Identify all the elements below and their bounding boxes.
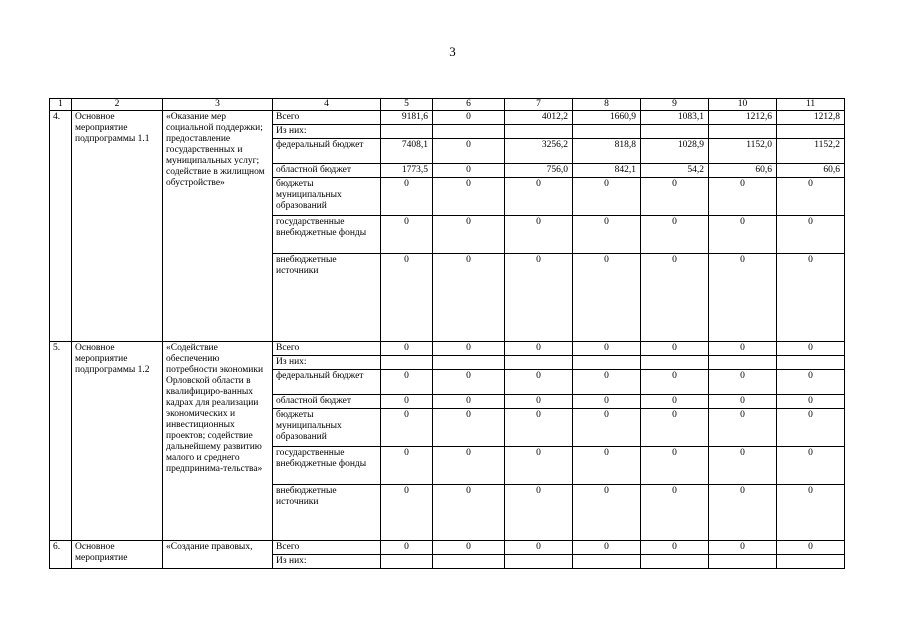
value-cell xyxy=(505,555,573,569)
value-cell: 0 xyxy=(505,541,573,555)
header-cell: 4 xyxy=(273,99,381,111)
value-cell xyxy=(641,555,709,569)
value-cell: 0 xyxy=(573,254,641,342)
value-cell: 0 xyxy=(709,342,777,356)
funding-source: внебюджетные источники xyxy=(273,254,381,342)
value-cell: 1152,0 xyxy=(709,139,777,164)
value-cell: 0 xyxy=(709,447,777,485)
value-cell: 0 xyxy=(433,164,505,178)
funding-source: государственные внебюджетные фонды xyxy=(273,447,381,485)
value-cell xyxy=(505,356,573,370)
value-cell: 0 xyxy=(641,485,709,541)
value-cell: 0 xyxy=(573,178,641,216)
value-cell: 0 xyxy=(777,409,845,447)
header-cell: 5 xyxy=(381,99,433,111)
value-cell: 756,0 xyxy=(505,164,573,178)
value-cell: 0 xyxy=(709,254,777,342)
header-cell: 3 xyxy=(163,99,273,111)
value-cell: 0 xyxy=(641,395,709,409)
value-cell: 54,2 xyxy=(641,164,709,178)
value-cell xyxy=(777,555,845,569)
value-cell: 0 xyxy=(433,370,505,395)
value-cell: 0 xyxy=(709,409,777,447)
value-cell: 0 xyxy=(433,485,505,541)
value-cell: 7408,1 xyxy=(381,139,433,164)
funding-source: федеральный бюджет xyxy=(273,139,381,164)
value-cell: 1028,9 xyxy=(641,139,709,164)
value-cell: 0 xyxy=(505,370,573,395)
value-cell: 0 xyxy=(709,485,777,541)
value-cell: 0 xyxy=(381,370,433,395)
value-cell: 0 xyxy=(573,370,641,395)
table-row xyxy=(50,111,845,125)
value-cell xyxy=(641,125,709,139)
value-cell: 0 xyxy=(641,409,709,447)
value-cell xyxy=(573,555,641,569)
value-cell xyxy=(709,356,777,370)
value-cell: 60,6 xyxy=(777,164,845,178)
value-cell: 0 xyxy=(573,395,641,409)
value-cell: 0 xyxy=(381,395,433,409)
value-cell: 0 xyxy=(777,395,845,409)
value-cell: 0 xyxy=(505,178,573,216)
value-cell: 0 xyxy=(505,342,573,356)
value-cell: 4012,2 xyxy=(505,111,573,125)
value-cell: 0 xyxy=(381,342,433,356)
value-cell: 818,8 xyxy=(573,139,641,164)
header-cell: 6 xyxy=(433,99,505,111)
value-cell: 0 xyxy=(641,216,709,254)
value-cell: 0 xyxy=(709,178,777,216)
value-cell: 0 xyxy=(641,370,709,395)
funding-source: Всего xyxy=(273,342,381,356)
funding-source: федеральный бюджет xyxy=(273,370,381,395)
row-number: 6. xyxy=(50,541,72,569)
value-cell: 1773,5 xyxy=(381,164,433,178)
value-cell: 0 xyxy=(433,178,505,216)
value-cell: 0 xyxy=(777,485,845,541)
value-cell: 0 xyxy=(641,447,709,485)
value-cell: 842,1 xyxy=(573,164,641,178)
value-cell: 0 xyxy=(709,216,777,254)
header-cell: 9 xyxy=(641,99,709,111)
value-cell xyxy=(381,356,433,370)
value-cell: 60,6 xyxy=(709,164,777,178)
funding-source: Из них: xyxy=(273,356,381,370)
funding-source: государственные внебюджетные фонды xyxy=(273,216,381,254)
value-cell: 1212,8 xyxy=(777,111,845,125)
value-cell: 0 xyxy=(777,254,845,342)
funding-source: Из них: xyxy=(273,555,381,569)
value-cell xyxy=(709,125,777,139)
value-cell: 0 xyxy=(573,216,641,254)
value-cell: 0 xyxy=(573,342,641,356)
value-cell: 0 xyxy=(641,178,709,216)
value-cell: 0 xyxy=(777,216,845,254)
value-cell xyxy=(433,356,505,370)
value-cell: 0 xyxy=(709,370,777,395)
page-number: 3 xyxy=(449,44,456,59)
value-cell xyxy=(709,555,777,569)
value-cell: 0 xyxy=(505,447,573,485)
table-row xyxy=(50,342,845,356)
funding-source: бюджеты муниципальных образований xyxy=(273,178,381,216)
value-cell: 0 xyxy=(381,178,433,216)
row-number: 4. xyxy=(50,111,72,342)
value-cell: 0 xyxy=(573,409,641,447)
value-cell xyxy=(505,125,573,139)
budget-table xyxy=(49,98,845,569)
value-cell: 0 xyxy=(777,541,845,555)
header-cell: 7 xyxy=(505,99,573,111)
value-cell: 0 xyxy=(505,485,573,541)
value-cell: 0 xyxy=(433,395,505,409)
value-cell xyxy=(641,356,709,370)
value-cell: 0 xyxy=(505,216,573,254)
value-cell: 0 xyxy=(505,409,573,447)
value-cell: 0 xyxy=(433,342,505,356)
funding-source: Всего xyxy=(273,111,381,125)
funding-source: бюджеты муниципальных образований xyxy=(273,409,381,447)
value-cell: 0 xyxy=(777,342,845,356)
value-cell xyxy=(777,356,845,370)
funding-source: Всего xyxy=(273,541,381,555)
value-cell xyxy=(573,356,641,370)
value-cell: 1660,9 xyxy=(573,111,641,125)
header-cell: 10 xyxy=(709,99,777,111)
value-cell xyxy=(433,555,505,569)
value-cell: 3256,2 xyxy=(505,139,573,164)
header-cell: 2 xyxy=(72,99,163,111)
value-cell: 0 xyxy=(505,395,573,409)
value-cell: 0 xyxy=(777,447,845,485)
row-number: 5. xyxy=(50,342,72,541)
funding-source: областной бюджет xyxy=(273,164,381,178)
funding-source: внебюджетные источники xyxy=(273,485,381,541)
value-cell: 0 xyxy=(381,485,433,541)
value-cell: 0 xyxy=(709,541,777,555)
value-cell: 0 xyxy=(709,395,777,409)
measure-name: Основное мероприятие xyxy=(72,541,163,569)
value-cell: 0 xyxy=(641,342,709,356)
value-cell: 0 xyxy=(573,447,641,485)
value-cell xyxy=(433,125,505,139)
value-cell: 0 xyxy=(641,254,709,342)
value-cell: 0 xyxy=(381,409,433,447)
value-cell: 0 xyxy=(433,139,505,164)
value-cell: 0 xyxy=(433,254,505,342)
value-cell: 1152,2 xyxy=(777,139,845,164)
value-cell xyxy=(381,125,433,139)
value-cell: 9181,6 xyxy=(381,111,433,125)
value-cell: 0 xyxy=(505,254,573,342)
value-cell xyxy=(573,125,641,139)
value-cell xyxy=(777,125,845,139)
value-cell: 0 xyxy=(641,541,709,555)
value-cell: 0 xyxy=(433,216,505,254)
value-cell: 0 xyxy=(433,541,505,555)
value-cell: 0 xyxy=(777,370,845,395)
value-cell: 0 xyxy=(433,111,505,125)
value-cell: 1212,6 xyxy=(709,111,777,125)
value-cell: 0 xyxy=(573,485,641,541)
measure-description: «Содействие обеспечению потребности экономики Орловской области в квалифициро-ванных кадрах для реализации экономических и инвестиционных проектов; содействие дальнейшему развитию малого и среднего предпринима-тельства» xyxy=(163,342,273,541)
header-cell: 11 xyxy=(777,99,845,111)
header-cell: 1 xyxy=(50,99,72,111)
measure-description: «Создание правовых, xyxy=(163,541,273,569)
header-row xyxy=(50,99,845,111)
table-row xyxy=(50,541,845,555)
value-cell: 0 xyxy=(433,447,505,485)
value-cell: 0 xyxy=(381,254,433,342)
funding-source: областной бюджет xyxy=(273,395,381,409)
measure-name: Основное мероприятие подпрограммы 1.2 xyxy=(72,342,163,541)
value-cell: 0 xyxy=(381,447,433,485)
value-cell: 0 xyxy=(777,178,845,216)
measure-name: Основное мероприятие подпрограммы 1.1 xyxy=(72,111,163,342)
value-cell: 0 xyxy=(381,216,433,254)
funding-source: Из них: xyxy=(273,125,381,139)
measure-description: «Оказание мер социальной поддержки; предоставление государственных и муниципальных услуг; содействие в жилищном обустройстве» xyxy=(163,111,273,342)
header-cell: 8 xyxy=(573,99,641,111)
value-cell: 0 xyxy=(381,541,433,555)
value-cell: 0 xyxy=(433,409,505,447)
value-cell xyxy=(381,555,433,569)
value-cell: 1083,1 xyxy=(641,111,709,125)
value-cell: 0 xyxy=(573,541,641,555)
